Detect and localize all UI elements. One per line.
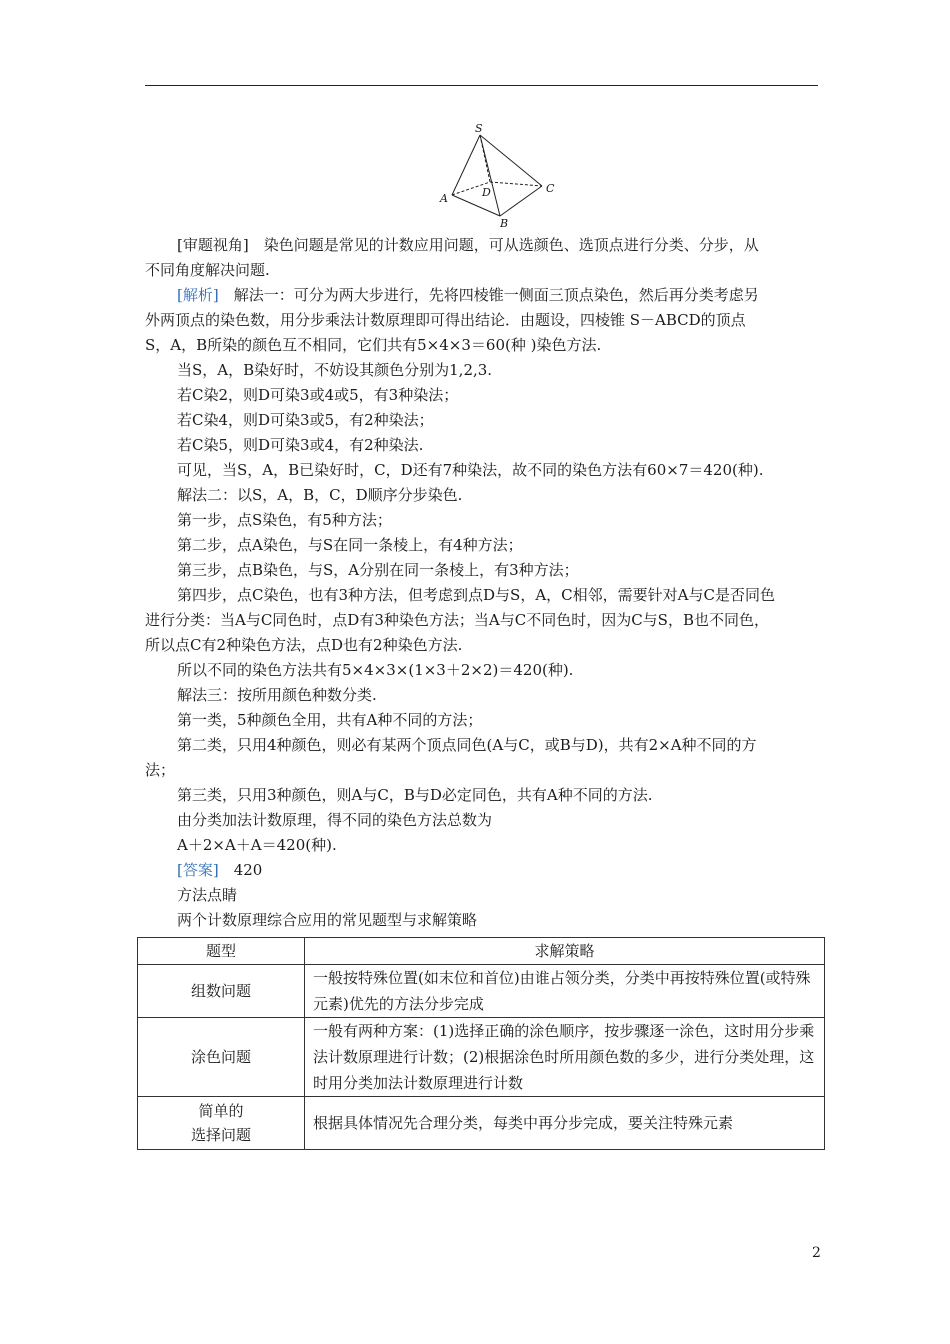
table-cell-type: 简单的 选择问题 — [138, 1097, 305, 1150]
analysis-line-1 — [177, 285, 818, 305]
vertex-s-label: S — [475, 122, 483, 135]
audit-view-line-2: 不同角度解决问题. — [145, 261, 270, 279]
table-cell-strategy: 根据具体情况先合理分类，每类中再分步完成，要关注特殊元素 — [305, 1097, 825, 1150]
text-line: 所以点C有2种染色方法，点D也有2种染色方法. — [145, 636, 463, 654]
vertex-a-label: A — [440, 192, 448, 205]
strategy-table — [137, 937, 825, 1150]
text-line: 法； — [145, 761, 176, 779]
table-cell-type: 涂色问题 — [138, 1018, 305, 1097]
answer-tag: [答案] — [177, 861, 219, 879]
answer-value: 420 — [218, 861, 263, 879]
table-cell-strategy: 一般按特殊位置(如末位和首位)由谁占领分类，分类中再按特殊位置(或特殊元素)优先的方法分步完成 — [305, 965, 825, 1018]
table-header-row — [138, 938, 825, 965]
text-line: A＋2×A＋A＝420(种). — [177, 836, 337, 854]
vertex-b-label: B — [500, 217, 509, 228]
text-line: 由分类加法计数原理，得不同的染色方法总数为 — [177, 811, 493, 829]
text-line: 若C染5，则D可染3或4，有2种染法. — [177, 436, 424, 454]
text-line: 若C染4，则D可染3或5，有2种染法； — [177, 411, 434, 429]
table-row — [138, 1097, 825, 1150]
text-line: 第四步，点C染色，也有3种方法，但考虑到点D与S，A，C相邻，需要针对A与C是否同色 — [177, 586, 775, 604]
text-line: 若C染2，则D可染3或4或5，有3种染法； — [177, 386, 459, 404]
text-line: 可见，当S，A，B已染好时，C，D还有7种染法，故不同的染色方法有60×7＝420(种). — [177, 461, 764, 479]
analysis-line-3: S，A，B所染的颜色互不相同，它们共有5×4×3＝60(种 )染色方法. — [145, 336, 602, 354]
analysis-line-2: 外两顶点的染色数，用分步乘法计数原理即可得出结论．由题设，四棱锥 S－ABCD的顶点 — [145, 311, 746, 329]
text-line: 当S，A，B染好时，不妨设其颜色分别为1,2,3. — [177, 361, 493, 379]
header-rule — [145, 85, 818, 86]
text-line: 解法二：以S，A，B，C，D顺序分步染色. — [177, 486, 463, 504]
text-line: 第一步，点S染色，有5种方法； — [177, 511, 392, 529]
text-line: 第三步，点B染色，与S，A分别在同一条棱上，有3种方法； — [177, 561, 579, 579]
vertex-d-label: D — [482, 186, 491, 199]
text-line: 第三类，只用3种颜色，则A与C，B与D必定同色，共有A种不同的方法. — [177, 786, 653, 804]
text-line: 进行分类：当A与C同色时，点D有3种染色方法；当A与C不同色时，因为C与S，B也不同色， — [145, 611, 769, 629]
text-line: 第二步，点A染色，与S在同一条棱上，有4种方法； — [177, 536, 523, 554]
text-line: 解法三：按所用颜色种数分类. — [177, 686, 377, 704]
pyramid-figure — [432, 120, 562, 228]
table-header-cell: 题型 — [138, 938, 305, 965]
page-number: 2 — [812, 1245, 821, 1261]
method-heading: 方法点睛 — [177, 886, 238, 904]
table-cell-type: 组数问题 — [138, 965, 305, 1018]
text-line: 所以不同的染色方法共有5×4×3×(1×3＋2×2)＝420(种). — [177, 661, 574, 679]
table-row — [138, 965, 825, 1018]
table-caption: 两个计数原理综合应用的常见题型与求解策略 — [177, 911, 478, 929]
audit-view-line-1: [审题视角] 染色问题是常见的计数应用问题，可从选颜色、选顶点进行分类、分步，从 — [177, 236, 759, 254]
table-cell-strategy: 一般有两种方案：(1)选择正确的涂色顺序，按步骤逐一涂色，这时用分步乘法计数原理进行计数；(2)根据涂色时所用颜色数的多少，进行分类处理，这时用分类加法计数原理进行计数 — [305, 1018, 825, 1097]
table-row — [138, 1018, 825, 1097]
text-line: 第二类，只用4种颜色，则必有某两个顶点同色(A与C，或B与D)，共有2×A种不同的方 — [177, 736, 757, 754]
answer-line — [177, 860, 818, 880]
text-line: 第一类，5种颜色全用，共有A种不同的方法； — [177, 711, 483, 729]
analysis-tag: [解析] — [177, 286, 219, 304]
analysis-text: 解法一：可分为两大步进行，先将四棱锥一侧面三顶点染色，然后再分类考虑另 — [218, 286, 759, 304]
vertex-c-label: C — [546, 182, 555, 195]
table-header-cell: 求解策略 — [305, 938, 825, 965]
